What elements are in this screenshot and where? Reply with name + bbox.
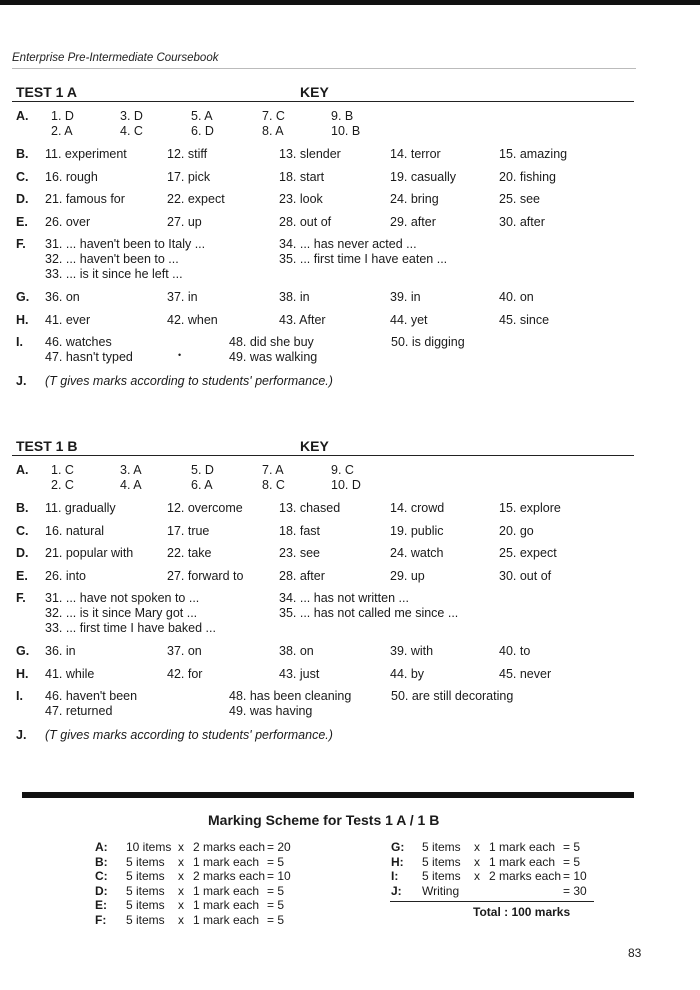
answer-item: 43. After bbox=[279, 313, 326, 327]
answer-item: 10. D bbox=[331, 478, 361, 492]
scheme-items: Writing bbox=[422, 883, 460, 898]
section-label: D. bbox=[16, 546, 29, 560]
section-label: E. bbox=[16, 568, 28, 583]
scheme-items: 5 items bbox=[126, 854, 165, 869]
answer-item: 4. A bbox=[120, 478, 142, 492]
answer-item: 27. up bbox=[167, 214, 202, 229]
scheme-items: 5 items bbox=[126, 913, 165, 927]
answer-item: 29. after bbox=[390, 214, 436, 229]
answer-item: 1. D bbox=[51, 109, 74, 123]
answer-item: 26. into bbox=[45, 568, 87, 583]
page-number: 83 bbox=[628, 946, 642, 960]
section-label: D. bbox=[16, 192, 29, 206]
answer-item: 22. expect bbox=[167, 192, 225, 206]
scheme-x: x bbox=[178, 854, 184, 869]
marking-total: Total : 100 marks bbox=[473, 905, 571, 919]
scheme-x: x bbox=[178, 869, 184, 884]
test-title: TEST 1 A bbox=[16, 84, 77, 100]
answer-item: 18. fast bbox=[279, 523, 320, 538]
scheme-marks: 1 mark each bbox=[193, 854, 260, 869]
answer-item: 8. C bbox=[262, 478, 285, 492]
answer-item: 46. watches bbox=[45, 335, 112, 349]
answer-item: 9. C bbox=[331, 463, 354, 477]
answer-item: 31. ... have not spoken to ... bbox=[45, 591, 200, 605]
answer-item: 5. D bbox=[191, 463, 214, 477]
scheme-label: E: bbox=[95, 898, 107, 913]
section-label: C. bbox=[16, 169, 29, 184]
top-border bbox=[0, 0, 700, 5]
title-rule bbox=[12, 101, 634, 102]
scheme-label: G: bbox=[391, 840, 405, 854]
answer-item: 23. see bbox=[279, 546, 321, 560]
answer-item: 19. casually bbox=[390, 169, 457, 184]
answer-item: 45. never bbox=[499, 667, 552, 681]
answer-item: 42. when bbox=[167, 313, 218, 327]
answer-item: 48. has been cleaning bbox=[229, 689, 352, 703]
scheme-total: = 30 bbox=[563, 883, 587, 898]
scheme-total: = 10 bbox=[267, 869, 291, 884]
answer-item: 44. yet bbox=[390, 313, 428, 327]
answer-item: 19. public bbox=[390, 523, 444, 538]
answer-item: 16. natural bbox=[45, 523, 105, 538]
answer-item: 49. was having bbox=[229, 704, 313, 718]
section-label: C. bbox=[16, 523, 29, 538]
scheme-marks: 2 marks each bbox=[193, 869, 266, 884]
scheme-items: 10 items bbox=[126, 840, 172, 854]
section-divider bbox=[22, 792, 634, 798]
scheme-marks: 1 mark each bbox=[193, 898, 260, 913]
answer-item: 3. D bbox=[120, 109, 143, 123]
answer-item: 22. take bbox=[167, 546, 212, 560]
answer-item: 20. go bbox=[499, 523, 534, 538]
scheme-marks: 1 mark each bbox=[489, 854, 556, 869]
answer-item: 24. bring bbox=[390, 192, 439, 206]
answer-item: 8. A bbox=[262, 124, 284, 138]
scheme-total: = 20 bbox=[267, 840, 291, 854]
scheme-items: 5 items bbox=[126, 898, 165, 913]
answer-item: 18. start bbox=[279, 169, 325, 184]
answer-item: 21. popular with bbox=[45, 546, 134, 560]
answer-item: 10. B bbox=[331, 124, 361, 138]
scheme-x: x bbox=[178, 913, 184, 927]
answer-item: 44. by bbox=[390, 667, 425, 681]
scheme-items: 5 items bbox=[126, 883, 165, 898]
answer-item: 30. after bbox=[499, 214, 545, 229]
answer-item: 21. famous for bbox=[45, 192, 125, 206]
section-label: H. bbox=[16, 667, 29, 681]
answer-item: 33. ... first time I have baked ... bbox=[45, 621, 216, 635]
total-rule bbox=[390, 901, 594, 902]
section-label-i: I. bbox=[16, 689, 23, 703]
scheme-items: 5 items bbox=[422, 854, 461, 869]
answer-item: 15. explore bbox=[499, 501, 561, 515]
answer-item: 4. C bbox=[120, 124, 143, 138]
key-label: KEY bbox=[300, 438, 329, 454]
answer-item: 33. ... is it since he left ... bbox=[45, 267, 183, 281]
section-label-a: A. bbox=[16, 109, 29, 123]
answer-item: 42. for bbox=[167, 667, 203, 681]
key-label: KEY bbox=[300, 84, 329, 100]
answer-item: 34. ... has never acted ... bbox=[279, 237, 417, 251]
answer-item: 2. C bbox=[51, 478, 74, 492]
answer-item: 37. on bbox=[167, 644, 202, 658]
answer-item: 38. in bbox=[279, 290, 310, 304]
scheme-x: x bbox=[178, 883, 184, 898]
scheme-total: = 10 bbox=[563, 869, 587, 884]
scheme-label: D: bbox=[95, 883, 108, 898]
answer-item: 25. expect bbox=[499, 546, 557, 560]
answer-item: 37. in bbox=[167, 290, 198, 304]
answer-item: 36. in bbox=[45, 644, 76, 658]
scheme-marks: 2 marks each bbox=[193, 840, 266, 854]
answer-item: 28. out of bbox=[279, 214, 332, 229]
answer-item: 12. overcome bbox=[167, 501, 243, 515]
answer-item: 6. D bbox=[191, 124, 214, 138]
answer-item: 30. out of bbox=[499, 568, 552, 583]
scheme-total: = 5 bbox=[563, 840, 581, 854]
scheme-label: F: bbox=[95, 913, 107, 927]
section-label-f: F. bbox=[16, 237, 26, 251]
stray-mark: • bbox=[178, 350, 182, 360]
section-label: H. bbox=[16, 313, 29, 327]
answer-item: 40. to bbox=[499, 644, 531, 658]
scheme-marks: 2 marks each bbox=[489, 869, 562, 884]
answer-item: 13. chased bbox=[279, 501, 341, 515]
answer-item: 32. ... haven't been to ... bbox=[45, 252, 179, 266]
section-label: E. bbox=[16, 214, 28, 229]
instruction-note: (T gives marks according to students' performance.) bbox=[45, 374, 333, 388]
answer-item: 46. haven't been bbox=[45, 689, 138, 703]
answer-item: 32. ... is it since Mary got ... bbox=[45, 606, 198, 620]
answer-item: 50. is digging bbox=[391, 335, 465, 349]
section-label-j: J. bbox=[16, 374, 27, 388]
answer-item: 49. was walking bbox=[229, 350, 318, 364]
scheme-total: = 5 bbox=[267, 898, 285, 913]
answer-item: 35. ... has not called me since ... bbox=[279, 606, 459, 620]
answer-item: 39. in bbox=[390, 290, 421, 304]
scheme-total: = 5 bbox=[267, 883, 285, 898]
scheme-marks: 1 mark each bbox=[193, 913, 260, 927]
answer-item: 14. terror bbox=[390, 147, 441, 161]
marking-scheme-title: Marking Scheme for Tests 1 A / 1 B bbox=[208, 812, 440, 828]
scheme-items: 5 items bbox=[422, 840, 461, 854]
scheme-x: x bbox=[474, 840, 480, 854]
answer-item: 31. ... haven't been to Italy ... bbox=[45, 237, 206, 251]
scheme-items: 5 items bbox=[422, 869, 461, 884]
header-rule bbox=[12, 68, 636, 69]
answer-item: 28. after bbox=[279, 568, 325, 583]
answer-item: 34. ... has not written ... bbox=[279, 591, 409, 605]
answer-item: 15. amazing bbox=[499, 147, 568, 161]
scheme-x: x bbox=[178, 840, 184, 854]
answer-item: 45. since bbox=[499, 313, 550, 327]
scheme-x: x bbox=[178, 898, 184, 913]
section-label: G. bbox=[16, 290, 30, 304]
answer-item: 41. ever bbox=[45, 313, 91, 327]
answer-item: 29. up bbox=[390, 568, 425, 583]
section-label-j: J. bbox=[16, 728, 27, 742]
section-label-a: A. bbox=[16, 463, 29, 477]
answer-item: 27. forward to bbox=[167, 568, 244, 583]
scheme-label: C: bbox=[95, 869, 108, 884]
section-label: B. bbox=[16, 147, 29, 161]
answer-item: 6. A bbox=[191, 478, 213, 492]
answer-item: 14. crowd bbox=[390, 501, 445, 515]
answer-item: 9. B bbox=[331, 109, 354, 123]
scheme-label: B: bbox=[95, 854, 108, 869]
instruction-note: (T gives marks according to students' performance.) bbox=[45, 728, 333, 742]
answer-item: 16. rough bbox=[45, 169, 98, 184]
answer-item: 23. look bbox=[279, 192, 323, 206]
book-header: Enterprise Pre-Intermediate Coursebook bbox=[12, 52, 219, 64]
answer-item: 38. on bbox=[279, 644, 314, 658]
title-rule bbox=[12, 455, 634, 456]
scheme-items: 5 items bbox=[126, 869, 165, 884]
answer-item: 35. ... first time I have eaten ... bbox=[279, 252, 448, 266]
scheme-marks: 1 mark each bbox=[193, 883, 260, 898]
answer-item: 50. are still decorating bbox=[391, 689, 514, 703]
scheme-x: x bbox=[474, 869, 480, 884]
answer-item: 12. stiff bbox=[167, 147, 208, 161]
answer-item: 24. watch bbox=[390, 546, 444, 560]
scheme-total: = 5 bbox=[267, 854, 285, 869]
answer-item: 1. C bbox=[51, 463, 74, 477]
scheme-label: H: bbox=[391, 854, 404, 869]
answer-item: 48. did she buy bbox=[229, 335, 314, 349]
section-label: G. bbox=[16, 644, 30, 658]
answer-item: 40. on bbox=[499, 290, 534, 304]
section-label-f: F. bbox=[16, 591, 26, 605]
scheme-marks: 1 mark each bbox=[489, 840, 556, 854]
answer-item: 11. gradually bbox=[45, 501, 116, 515]
answer-item: 5. A bbox=[191, 109, 213, 123]
answer-item: 43. just bbox=[279, 667, 320, 681]
section-label: B. bbox=[16, 501, 29, 515]
answer-item: 13. slender bbox=[279, 147, 341, 161]
answer-item: 47. hasn't typed bbox=[45, 350, 133, 364]
answer-item: 36. on bbox=[45, 290, 80, 304]
answer-item: 20. fishing bbox=[499, 169, 556, 184]
answer-item: 26. over bbox=[45, 214, 91, 229]
answer-item: 41. while bbox=[45, 667, 95, 681]
answer-item: 3. A bbox=[120, 463, 142, 477]
section-label-i: I. bbox=[16, 335, 23, 349]
scheme-label: A: bbox=[95, 840, 108, 854]
answer-item: 25. see bbox=[499, 192, 541, 206]
answer-item: 2. A bbox=[51, 124, 73, 138]
answer-item: 39. with bbox=[390, 644, 434, 658]
answer-item: 7. C bbox=[262, 109, 285, 123]
scheme-label: J: bbox=[391, 883, 402, 898]
scheme-total: = 5 bbox=[267, 913, 285, 927]
answer-item: 11. experiment bbox=[45, 147, 127, 161]
scheme-label: I: bbox=[391, 869, 399, 884]
answer-item: 17. pick bbox=[167, 169, 211, 184]
answer-item: 7. A bbox=[262, 463, 284, 477]
scheme-x: x bbox=[474, 854, 480, 869]
test-title: TEST 1 B bbox=[16, 438, 78, 454]
answer-item: 47. returned bbox=[45, 704, 113, 718]
scheme-total: = 5 bbox=[563, 854, 581, 869]
answer-item: 17. true bbox=[167, 523, 210, 538]
